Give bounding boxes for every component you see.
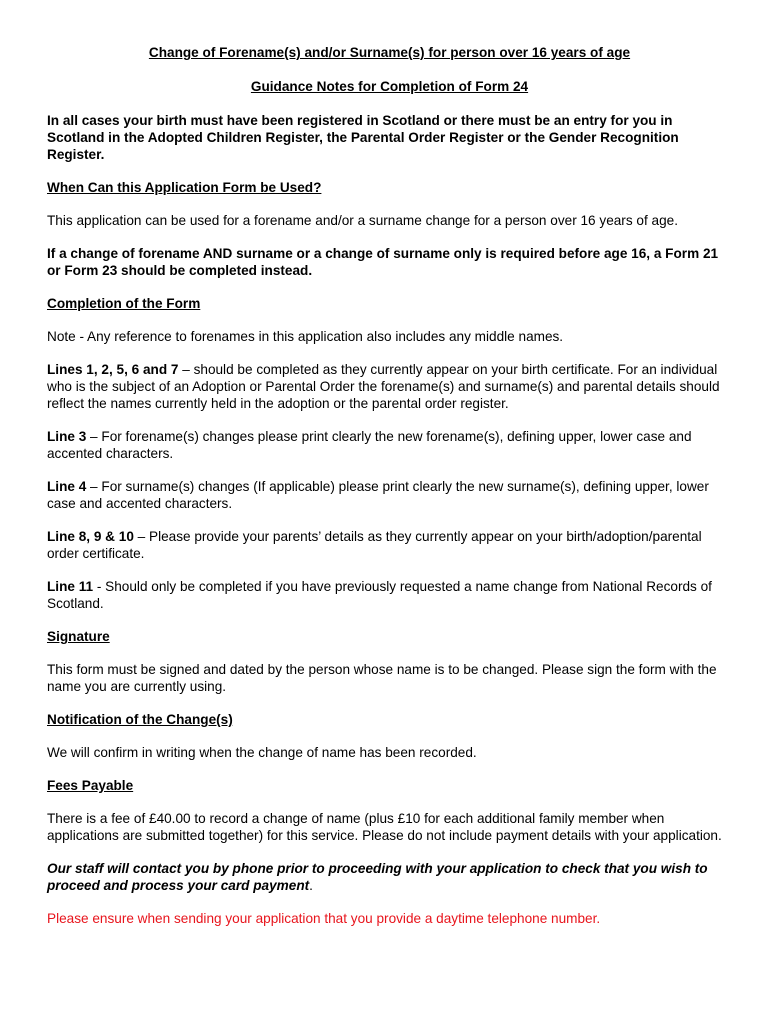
telephone-notice: Please ensure when sending your application that you provide a daytime telephone number. <box>47 911 601 926</box>
intro-paragraph: In all cases your birth must have been registered in Scotland or there must be an entry for you in Scotland in the Adopted Children Register, the Parental Order Register or the Gender Recognition Register. <box>47 113 679 162</box>
when-used-paragraph: This application can be used for a forename and/or a surname change for a person over 16 years of age. <box>47 213 678 228</box>
line-instruction-lead: Line 3 <box>47 429 87 444</box>
page-title: Change of Forename(s) and/or Surname(s) for person over 16 years of age <box>148 45 631 60</box>
line-instruction-2 <box>47 428 732 462</box>
fees-heading: Fees Payable <box>47 778 134 793</box>
completion-heading: Completion of the Form <box>47 296 201 311</box>
line-instruction-text: – should be completed as they currently appear on your birth certificate. For an individual who is the subject of an Adoption or Parental Order the forename(s) and surname(s) and parental details should reflect the names currently held in the adoption or the parental order register. <box>47 362 720 411</box>
fees-paragraph: There is a fee of £40.00 to record a change of name (plus £10 for each additional family member when applications are submitted together) for this service. Please do not include payment details with your application. <box>47 811 722 843</box>
document-page <box>47 44 732 927</box>
staff-contact-note <box>47 860 732 894</box>
line-instruction-text: – For forename(s) changes please print clearly the new forename(s), defining upper, lower case and accented characters. <box>47 429 692 461</box>
line-instruction-lead: Line 8, 9 & 10 <box>47 529 134 544</box>
staff-contact-end: . <box>309 878 313 893</box>
line-instruction-4 <box>47 528 732 562</box>
when-used-heading: When Can this Application Form be Used? <box>47 180 322 195</box>
line-instruction-5 <box>47 578 732 612</box>
line-instruction-text: - Should only be completed if you have previously requested a name change from National Records of Scotland. <box>47 579 712 611</box>
staff-contact-text: Our staff will contact you by phone prior to proceeding with your application to check that you wish to proceed and process your card payment <box>47 861 708 893</box>
line-instruction-text: – Please provide your parents’ details as they currently appear on your birth/adoption/parental order certificate. <box>47 529 702 561</box>
line-instruction-text: – For surname(s) changes (If applicable) please print clearly the new surname(s), defining upper, lower case and accented characters. <box>47 479 709 511</box>
line-instruction-lead: Line 4 <box>47 479 87 494</box>
signature-heading: Signature <box>47 629 110 644</box>
line-instruction-lead: Line 11 <box>47 579 94 594</box>
notification-heading: Notification of the Change(s) <box>47 712 233 727</box>
line-instruction-1 <box>47 361 732 412</box>
forenames-note: Note - Any reference to forenames in this application also includes any middle names. <box>47 329 564 344</box>
notification-paragraph: We will confirm in writing when the change of name has been recorded. <box>47 745 477 760</box>
page-subtitle: Guidance Notes for Completion of Form 24 <box>250 79 529 94</box>
age-restriction-paragraph: If a change of forename AND surname or a change of surname only is required before age 16, a Form 21 or Form 23 should be completed instead. <box>47 246 719 278</box>
signature-paragraph: This form must be signed and dated by the person whose name is to be changed. Please sign the form with the name you are currently using. <box>47 662 717 694</box>
line-instruction-lead: Lines 1, 2, 5, 6 and 7 <box>47 362 179 377</box>
line-instruction-3 <box>47 478 732 512</box>
